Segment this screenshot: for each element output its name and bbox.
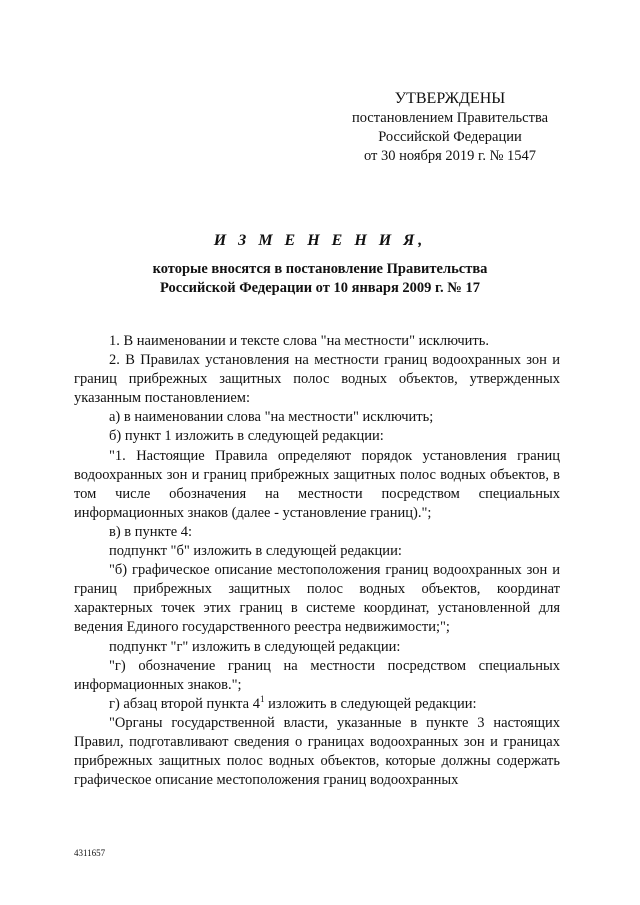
paragraph-g-after: изложить в следующей редакции: [264,695,477,712]
document-title: И З М Е Н Е Н И Я, [213,232,427,249]
paragraph: "1. Настоящие Правила определяют порядок установления границ водоохранных зон и границ прибрежных защитных полос водных объектов, в том числе обозначения на местности посредством специальных информационных знаков (далее - установление границ)."; [74,447,560,521]
paragraph-g [74,695,560,714]
paragraph: 2. В Правилах установления на местности границ водоохранных зон и границ прибрежных защитных полос водных объектов, утвержденных указанным постановлением: [74,352,560,407]
paragraph: б) пункт 1 изложить в следующей редакции: [109,428,384,445]
approved-label: УТВЕРЖДЕНЫ [394,90,506,107]
paragraph: "г) обозначение границ на местности посредством специальных информационных знаков."; [74,657,560,693]
paragraph: "б) графическое описание местоположения границ водоохранных зон и границ прибрежных защитных полос водных объектов, координат характерных точек этих границ в системе координат, установленной для ведения Единого государственного реестра недвижимости;"; [74,562,560,636]
paragraph: 1. В наименовании и тексте слова "на местности" исключить. [109,333,489,349]
document-subtitle [70,260,570,298]
approval-line-2: Российской Федерации [378,129,522,145]
paragraph-g-before: г) абзац второй пункта 4 [109,695,260,712]
paragraph: в) в пункте 4: [109,523,193,540]
paragraph: а) в наименовании слова "на местности" исключить; [109,409,434,426]
document-body [74,332,560,790]
document-code: 4311657 [74,848,106,858]
paragraph: подпункт "б" изложить в следующей редакции: [109,543,402,560]
approval-line-3: от 30 ноября 2019 г. № 1547 [363,148,537,164]
approval-stamp [335,88,565,166]
paragraph-g-superscript: 1 [259,693,265,704]
subtitle-line-2: Российской Федерации от 10 января 2009 г. № 17 [160,280,480,296]
paragraph: подпункт "г" изложить в следующей редакции: [109,638,401,655]
subtitle-line-1: которые вносятся в постановление Правительства [152,261,488,277]
approval-line-1: постановлением Правительства [351,110,549,126]
paragraph: "Органы государственной власти, указанные в пункте 3 настоящих Правил, подготавливают сведения о границах водоохранных зон и границах прибрежных защитных полос водных объектов, которые должны содержать графическое описание местоположения границ водоохранных [74,714,560,789]
